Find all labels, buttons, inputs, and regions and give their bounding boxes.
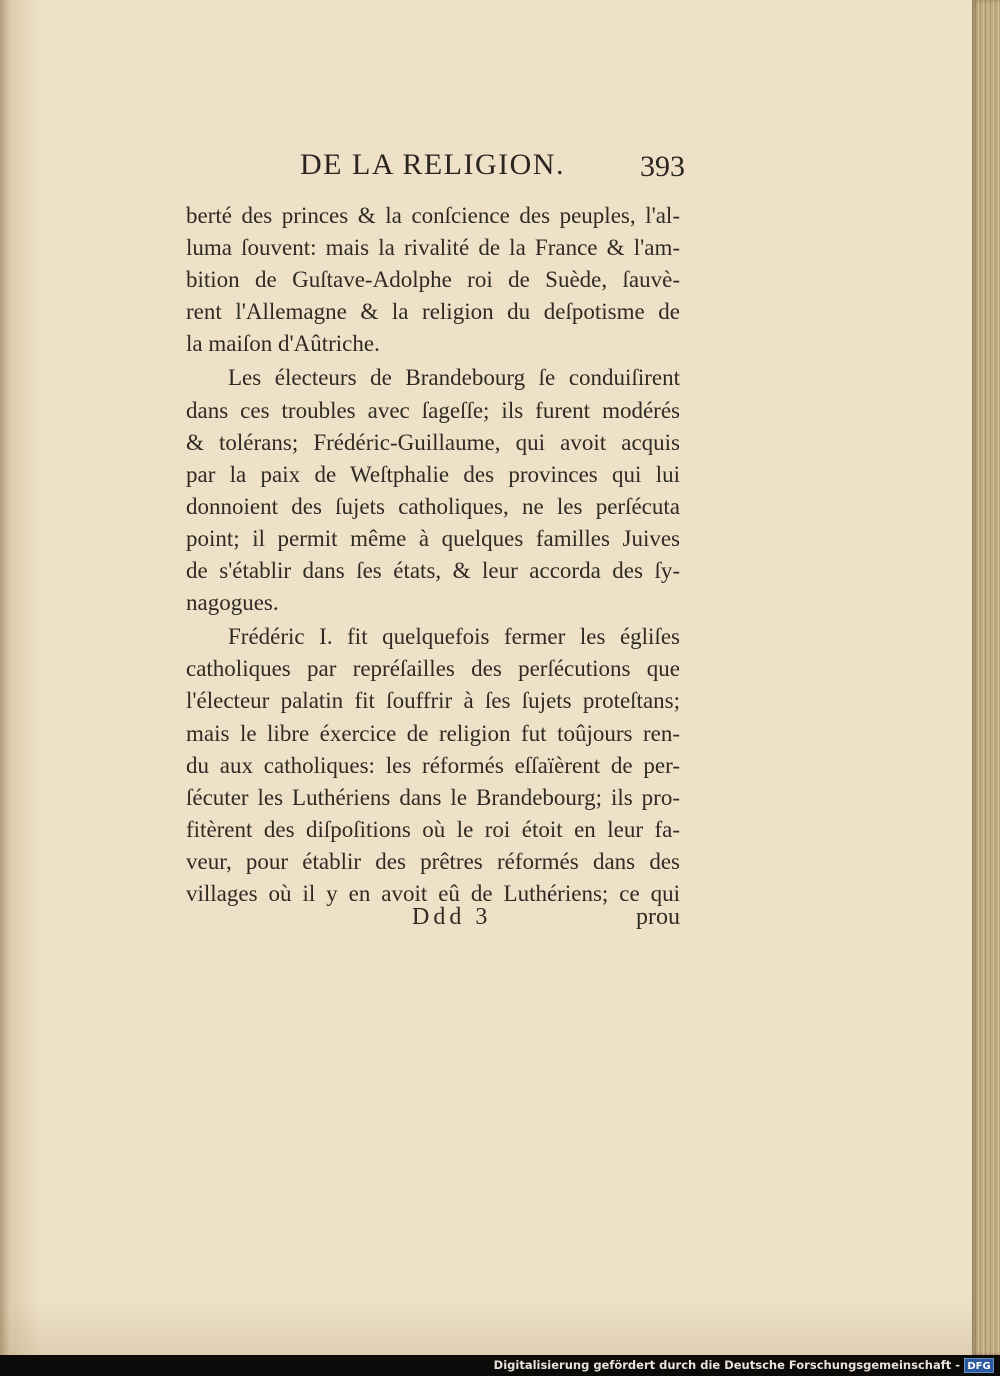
text-line: Frédéric I. fit quelquefois fermer les égliſes xyxy=(228,624,680,650)
text-line: ſécuter les Luthériens dans le Brandebourg; ils pro- xyxy=(186,784,680,810)
credit-text: Digitalisierung gefördert durch die Deutsche Forschungsgemeinschaft - xyxy=(493,1358,960,1372)
text-line: luma ſouvent: mais la rivalité de la France & l'am- xyxy=(186,235,680,261)
text-line: point; il permit même à quelques familles Juives xyxy=(186,525,680,551)
text-line: villages où il y en avoit eû de Luthériens; ce qui xyxy=(186,880,680,906)
text-line: fitèrent des diſpoſitions où le roi étoit en leur fa- xyxy=(186,816,680,842)
text-line: par la paix de Weſtphalie des provinces qui lui xyxy=(186,461,680,487)
running-title: DE LA RELIGION. xyxy=(300,148,565,181)
page-block-edge xyxy=(972,0,1000,1355)
text-line: de s'établir dans ſes états, & leur accorda des ſy- xyxy=(186,558,680,584)
text-line: la maiſon d'Aûtriche. xyxy=(186,331,380,357)
text-line: catholiques par repréſailles des perſécutions que xyxy=(186,656,680,682)
page-number: 393 xyxy=(640,150,685,183)
text-line: & tolérans; Frédéric-Guillaume, qui avoit acquis xyxy=(186,429,680,455)
catchword: prou xyxy=(636,904,680,930)
text-line: du aux catholiques: les réformés eſſaïèrent de per- xyxy=(186,752,680,778)
text-line: nagogues. xyxy=(186,590,279,616)
paragraph xyxy=(186,200,680,360)
text-line: berté des princes & la conſcience des peuples, l'al- xyxy=(186,203,680,228)
text-line: l'électeur palatin fit ſouffrir à ſes ſujets proteſtans; xyxy=(186,688,680,714)
running-head xyxy=(300,148,685,188)
text-line: rent l'Allemagne & la religion du deſpotisme de xyxy=(186,299,680,325)
text-line: dans ces troubles avec ſageſſe; ils furent modérés xyxy=(186,397,680,423)
paragraph xyxy=(186,621,680,910)
digitization-credit-bar xyxy=(0,1355,1000,1376)
body-text xyxy=(186,200,680,910)
text-line: veur, pour établir des prêtres réformés dans des xyxy=(186,848,680,874)
dfg-logo-icon: DFG xyxy=(964,1358,994,1373)
signature-mark: Ddd 3 xyxy=(412,904,492,930)
text-line: mais le libre éxercice de religion fut toûjours ren- xyxy=(186,720,680,746)
paragraph xyxy=(186,362,680,619)
text-line: bition de Guſtave-Adolphe roi de Suède, ſauvè- xyxy=(186,267,680,293)
text-line: donnoient des ſujets catholiques, ne les perſécuta xyxy=(186,493,680,519)
text-line: Les électeurs de Brandebourg ſe conduiſirent xyxy=(228,365,680,391)
page-footer xyxy=(186,904,680,938)
